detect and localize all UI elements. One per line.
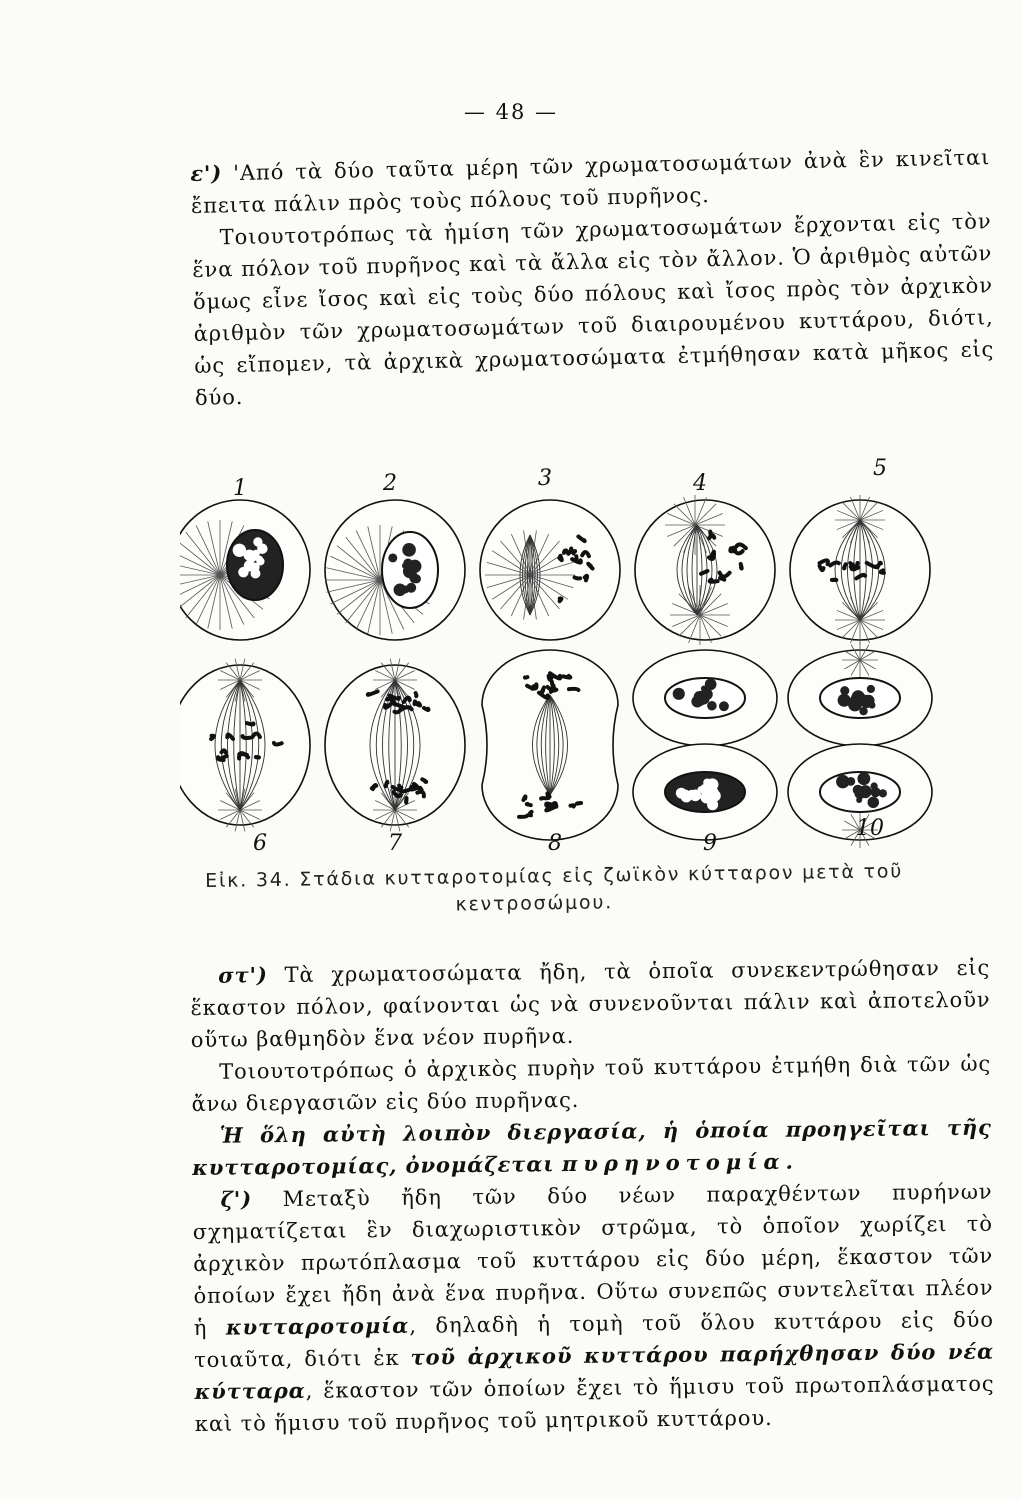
cell-stage-2: [325, 500, 465, 640]
stage-number-9: 9: [703, 831, 717, 855]
cell-stage-9: [633, 650, 777, 840]
cell-stage-4: [635, 495, 775, 645]
section-st-text-1: Τὰ χρωματοσώματα ἤδη, τὰ ὁποῖα συνεκεντρώθησαν εἰς ἕκαστον πόλον, φαίνονται ὡς νὰ συνενοῦνται πάλιν καὶ ἀποτελοῦν οὕτω βαθμηδὸν ἕνα νέον πυρῆνα.: [190, 955, 991, 1052]
stage-number-3: 3: [538, 466, 552, 491]
sections-st-z: [190, 952, 995, 1440]
section-e-text-1: 'Από τὰ δύο ταῦτα μέρη τῶν χρωματοσωμάτων ἀνὰ ἓν κινεῖται ἔπειτα πάλιν πρὸς τοὺς πόλους τοῦ πυρῆνος.: [190, 145, 991, 218]
stage-number-4: 4: [693, 471, 707, 496]
cell-division-figure: [180, 455, 980, 855]
figure-caption: [205, 857, 1006, 922]
stage-number-8: 8: [548, 831, 562, 855]
stage-number-10: 10: [856, 816, 884, 841]
section-e-label: ε'): [190, 160, 223, 186]
section-st-term: πυρηνοτομία.: [561, 1148, 799, 1177]
cell-stage-3: [480, 500, 620, 640]
section-z-term: κυτταροτομία: [225, 1312, 410, 1340]
cell-stage-8: [482, 650, 618, 840]
section-e: [190, 141, 995, 414]
stage-number-2: 2: [383, 471, 397, 496]
figure-caption-line-2: κεντροσώμου.: [455, 891, 614, 916]
section-st-paragraph-2: Τοιουτοτρόπως ὁ ἀρχικὸς πυρὴν τοῦ κυττάρου ἐτμήθη διὰ τῶν ὡς ἄνω διεργασιῶν εἰς δύο πυρῆνας.: [191, 1051, 992, 1116]
cell-stage-1: [180, 500, 310, 640]
section-z-paragraph: [192, 1176, 995, 1440]
cell-stage-drawings: [180, 495, 932, 848]
section-e-paragraph-2: Τοιουτοτρόπως τὰ ἡμίση τῶν χρωματοσωμάτων ἔρχονται εἰς τὸν ἕνα πόλον τοῦ πυρῆνος καὶ τὰ ἄλλα εἰς τὸν ἄλλον. Ὁ ἀριθμὸς αὐτῶν ὅμως εἶνε ἴσος καὶ εἰς τοὺς δύο πόλους καὶ ἴσος πρὸς τὸν ἀρχικὸν ἀριθμὸν τῶν χρωματοσωμάτων τοῦ διαιρουμένου κυττάρου, διότι, ὡς εἴπομεν, τὰ ἀρχικὰ χρωματοσώματα ἐτμήθησαν κατὰ μῆκος εἰς δύο.: [192, 209, 995, 410]
cell-stage-6: [180, 659, 310, 832]
section-z-text-3: , ἕκαστον τῶν ὁποίων ἔχει τὸ ἥμισυ τοῦ πρωτοπλάσματος καὶ τὸ ἥμισυ τοῦ πυρῆνος τοῦ μητρικοῦ κυττάρου.: [194, 1371, 995, 1436]
cell-stage-5: [790, 495, 930, 645]
stage-number-5: 5: [873, 456, 887, 481]
section-z-label: ζ'): [220, 1186, 253, 1212]
stage-number-1: 1: [233, 476, 247, 501]
section-z-text-2: , δηλαδὴ ἡ τομὴ τοῦ ὅλου κυττάρου εἰς δύο τοιαῦτα, διότι ἐκ: [194, 1307, 994, 1372]
figure-caption-line-1: Εἰκ. 34. Στάδια κυτταροτομίας εἰς ζωϊκὸν κύτταρον μετὰ τοῦ: [205, 860, 904, 892]
section-st-paragraph-3: [192, 1112, 993, 1184]
section-st-paragraph-1: [190, 952, 991, 1056]
stage-number-7: 7: [388, 831, 402, 855]
cell-stage-7: [325, 659, 465, 832]
stage-number-6: 6: [253, 831, 267, 855]
section-z-emphasis: τοῦ ἀρχικοῦ κυττάρου παρήχθησαν δύο νέα κύτταρα: [194, 1338, 995, 1404]
section-st-label: στ'): [218, 962, 268, 988]
section-z-text-1: Μεταξὺ ἤδη τῶν δύο νέων παραχθέντων πυρήνων σχηματίζεται ἓν διαχωριστικὸν στρῶμα, τὸ ὁποῖον χωρίζει τὸ ἀρχικὸν πρωτόπλασμα τοῦ κυττάρου εἰς δύο μέρη, ἕκαστον τῶν ὁποίων ἔχει ἤδη ἀνὰ ἕνα πυρῆνα. Οὕτω συνεπῶς συντελεῖται πλέον ἡ: [192, 1179, 994, 1340]
page-number: — 48 —: [463, 100, 559, 124]
section-st-emphasis: Ἡ ὅλη αὐτὴ λοιπὸν διεργασία, ἡ ὁποία προηγεῖται τῆς κυτταροτομίας, ὀνομάζεται: [192, 1114, 992, 1180]
